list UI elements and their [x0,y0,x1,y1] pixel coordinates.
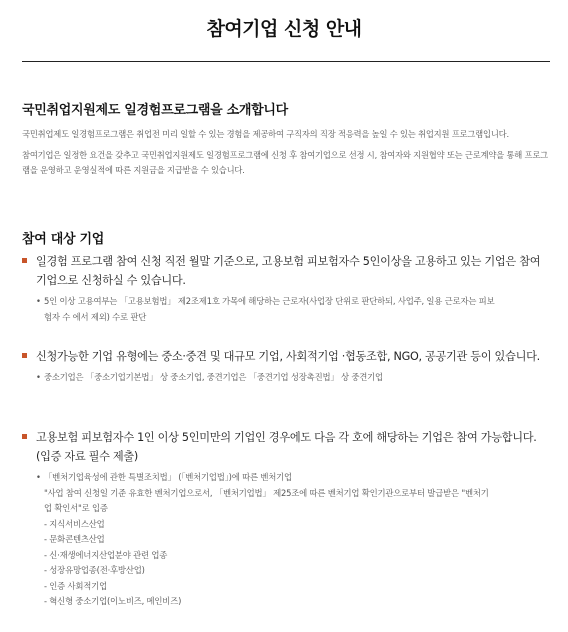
eligibility-section [22,228,550,247]
detail-line: 5인 이상 고용여부는 「고용보험법」 제2조제1호 가목에 해당하는 근로자(사업장 단위로 판단하되, 사업주, 일용 근로자는 피보 [44,296,495,306]
square-bullet-icon [22,434,27,439]
page-title: 참여기업 신청 안내 [206,18,362,40]
eligibility-item-detail [36,370,550,386]
eligibility-item-2 [22,347,550,386]
eligibility-item-lead: 고용보험 피보험자수 1인 이상 5인미만의 기업인 경우에도 다음 각 호에 해당하는 기업은 참여 가능합니다. (입증 자료 필수 제출) [36,431,537,463]
square-bullet-icon [22,353,27,358]
bullet-icon: • [36,372,41,382]
intro-paragraph-2: 참여기업은 일정한 요건을 갖추고 국민취업지원제도 일경험프로그램에 신청 후 참여기업으로 선정 시, 참여자와 지원협약 또는 근로계약을 통해 프로그램을 운영하고 운영실적에 따른 지원금을 지급받을 수 있습니다. [22,150,548,175]
detail-line: - 인증 사회적기업 [44,580,107,591]
detail-line: - 지식서비스산업 [44,518,105,529]
eligibility-item-lead: 일경험 프로그램 참여 신청 직전 월말 기준으로, 고용보험 피보험자수 5인이상을 고용하고 있는 기업은 참여기업으로 신청하실 수 있습니다. [36,255,541,287]
eligibility-item-lead: 신청가능한 기업 유형에는 중소·중견 및 대규모 기업, 사회적기업 ·협동조합, NGO, 공공기관 등이 있습니다. [36,350,540,363]
eligibility-heading: 참여 대상 기업 [22,232,104,247]
detail-line: 험자 수 에서 제외) 수로 판단 [44,311,147,322]
eligibility-item-detail [36,294,550,325]
detail-line: - 문화콘텐츠산업 [44,534,105,544]
detail-line: 업 확인서"로 입증 [44,503,108,513]
detail-line: - 신·재생에너지산업분야 관련 업종 [44,549,168,560]
eligibility-item-1 [22,252,550,325]
bullet-icon: • [36,296,41,306]
intro-heading: 국민취업지원제도 일경험프로그램을 소개합니다 [22,103,288,118]
square-bullet-icon [22,258,27,263]
eligibility-item-detail [36,470,550,610]
intro-section [22,99,550,178]
title-divider [22,61,550,62]
detail-line: - 혁신형 중소기업(이노비즈, 메인비즈) [44,596,182,606]
detail-line: "사업 참여 신청일 기준 유효한 벤처기업으로서, 「벤처기업법」 제25조에 따른 벤처기업 확인기관으로부터 발급받은 "벤처기 [44,487,489,498]
detail-line: 「벤처기업육성에 관한 특별조치법」 (「벤처기업법」)에 따른 벤처기업 [44,472,292,482]
bullet-icon: • [36,472,41,482]
detail-line: - 성장유망업종(전·후방산업) [44,565,145,575]
eligibility-item-3 [22,428,550,610]
detail-line: 중소기업은 「중소기업기본법」 상 중소기업, 중견기업은 「중견기업 성장촉진법」 상 중견기업 [44,372,383,382]
intro-paragraph-1: 국민취업제도 일경험프로그램은 취업전 미리 일할 수 있는 경험을 제공하여 구직자의 직장 적응력을 높일 수 있는 취업지원 프로그램입니다. [22,129,509,139]
